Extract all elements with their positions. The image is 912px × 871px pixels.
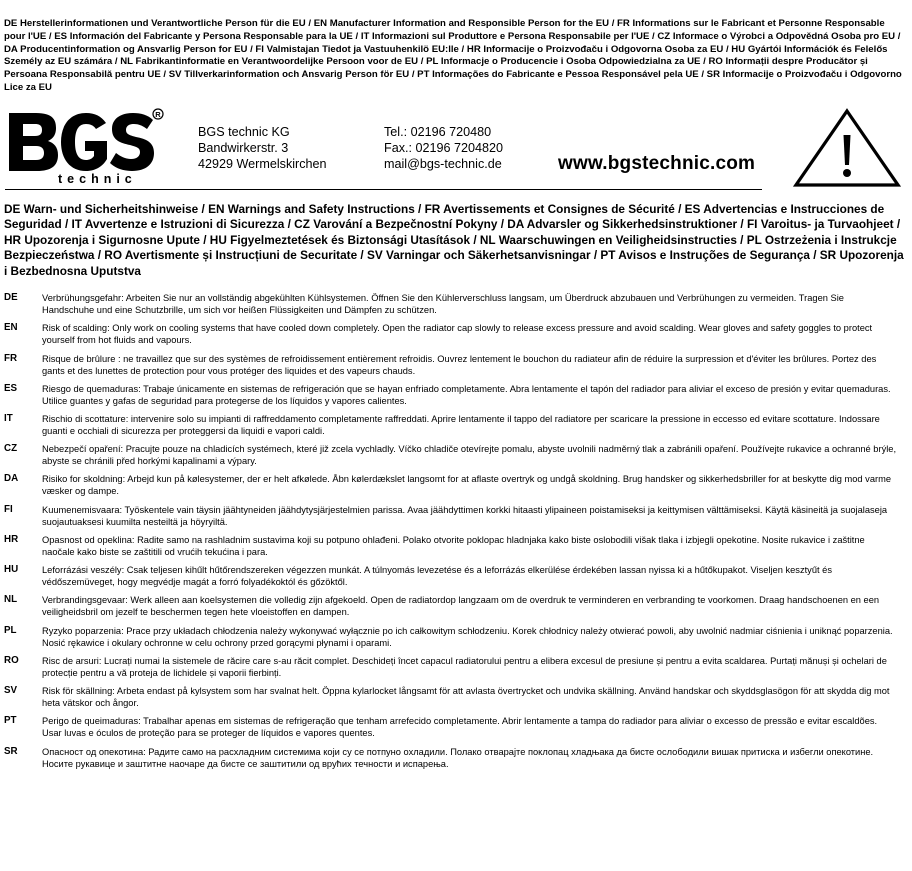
warning-triangle-icon (793, 108, 901, 188)
address-line: 42929 Wermelskirchen (198, 157, 327, 171)
language-code: NL (4, 594, 18, 605)
contact-email: mail@bgs-technic.de (384, 157, 502, 171)
warning-text: Leforrázási veszély: Csak teljesen kihűlt hűtőrendszereken végezzen munkát. A túlnyomás levezetése és a leforrázás elkerülése érdekében lassan nyissa ki a hűtőkupakot. Viseljen kesztyűt és védőszemüveget, hogy megvédje magát a forró folyadékoktól és gőzöktől. (42, 565, 832, 588)
warning-text: Verbrandingsgevaar: Werk alleen aan koelsystemen die volledig zijn afgekoeld. Open de radiatordop langzaam om de overdruk te verminderen en verbranding te voorkomen. Draag handschoenen en een veiligheidsbril om jezelf te beschermen tegen hete vloeistoffen en dampen. (42, 595, 880, 618)
logo-letters (9, 109, 163, 184)
warning-text: Risc de arsuri: Lucrați numai la sistemele de răcire care s-au răcit complet. Deschideți încet capacul radiatorului pentru a elibera excesul de presiune și pentru a evita scaldarea. Purtați mănuși și ochelari de protecție pentru a vă proteja de lichidele și vaporii fierbinți. (42, 656, 887, 679)
language-code: DE (4, 292, 18, 303)
warning-text: Risk of scalding: Only work on cooling systems that have cooled down completely. Open the radiator cap slowly to release excess pressure and avoid scalding. Wear gloves and safety goggles to protect yourself from hot fluids and vapours. (42, 323, 873, 346)
warnings-header: DE Warn- und Sicherheitshinweise / EN Warnings and Safety Instructions / FR Avertissements et Consignes de Sécurité / ES Advertencias e Instrucciones de Seguridad / IT Avvertenze e Istruzioni di Sicurezza / CZ Varování a Bezpečnostní Pokyny / DA Advarsler og Sikkerhedsinstruktioner / FI Varoitus- ja Turvaohjeet / HR Upozorenja i Sigurnosne Upute / HU Figyelmeztetések és Biztonsági Utasítások / NL Waarschuwingen en Veiligheidsinstructies / PL Ostrzeżenia i Instrukcje Bezpieczeństwa / RO Avertismente și Instrucțiuni de Securitate / SV Varningar och Säkerhetsanvisningar / PT Avisos e Instruções de Segurança / SR Upozorenja i Bezbednosna Uputstva (4, 202, 904, 278)
language-code: FI (4, 504, 13, 515)
language-code: EN (4, 322, 18, 333)
warning-text: Risk för skällning: Arbeta endast på kylsystem som har svalnat helt. Öppna kylarlocket långsamt för att avlasta övertrycket och undvika skällning. Använd handskar och skyddsglasögon för att skydda dig mot heta vätskor och ångor. (42, 686, 890, 709)
brand-row (0, 108, 912, 188)
language-code: PT (4, 715, 17, 726)
bgs-technic-logo (6, 108, 164, 184)
warning-text: Riesgo de quemaduras: Trabaje únicamente en sistemas de refrigeración que se hayan enfriado completamente. Abra lentamente el tapón del radiador para aliviar el exceso de presión y evitar quemaduras. Utilice guantes y gafas de seguridad para protegerse de los líquidos y vapores calientes. (42, 384, 891, 407)
language-code: CZ (4, 443, 18, 454)
language-code: IT (4, 413, 13, 424)
language-code: SV (4, 685, 18, 696)
manufacturer-info-header: DE Herstellerinformationen und Verantwortliche Person für die EU / EN Manufacturer Information and Responsible Person for the EU / FR Informations sur le Fabricant et Personne Responsable pour l'UE / ES Información del Fabricante y Persona Responsable para la UE / IT Informazioni sul Produttore e Persona Responsabile per l'UE / CZ Informace o Výrobci a Odpovědná Osoba pro EU / DA Producentinformation og Ansvarlig Person for EU / FI Valmistajan Tiedot ja Vastuuhenkilö EU:lle / HR Informacije o Proizvođaču i Odgovorna Osoba za EU / HU Gyártói Információk és Felelős Személy az EU számára / NL Fabrikantinformatie en Verantwoordelijke Persoon voor de EU / PL Informacje o Producencie i Osoba Odpowiedzialna za UE / RO Informații despre Producător și Persoana Responsabilă pentru UE / SV Tillverkarinformation och Ansvarig Person för EU / PT Informações do Fabricante e Pessoa Responsável pela UE / SR Informacije o Proizvođaču i Odgovorno Lice za EU (4, 18, 902, 93)
svg-text:R: R (155, 110, 161, 119)
language-code: RO (4, 655, 19, 666)
warning-text: Risiko for skoldning: Arbejd kun på kølesystemer, der er helt afkølede. Åbn kølerdækslet langsomt for at aflaste overtryk og undgå skoldning. Brug handsker og sikkerhedsbriller for at beskytte dig mod varme væsker og dampe. (42, 474, 892, 497)
company-address (198, 124, 327, 172)
company-website: www.bgstechnic.com (558, 153, 756, 174)
contact-phone: Tel.: 02196 720480 (384, 125, 492, 139)
company-contact (384, 124, 503, 172)
language-code: HR (4, 534, 19, 545)
contact-fax: Fax.: 02196 7204820 (384, 141, 504, 155)
warning-text: Verbrühungsgefahr: Arbeiten Sie nur an vollständig abgekühlten Kühlsystemen. Öffnen Sie den Kühlerverschluss langsam, um Überdruck abzubauen und Verbrühungen zu vermeiden. Tragen Sie Handschuhe und eine Schutzbrille, um sich vor heißen Flüssigkeiten und Dämpfen zu schützen. (42, 293, 844, 316)
address-line: Bandwirkerstr. 3 (198, 141, 289, 155)
warning-text: Опасност од опекотина: Радите само на расхладним системима који су се потпуно охладили. Полако отварајте поклопац хладњака да бисте ослободили вишак притиска и избегли опекотине. Носите рукавице и заштитне наочаре да бисте се заштитили од врућих течности и испарења. (42, 747, 874, 770)
language-code: SR (4, 746, 18, 757)
language-code: FR (4, 353, 18, 364)
address-line: BGS technic KG (198, 125, 290, 139)
header-divider (5, 189, 762, 190)
language-code: PL (4, 625, 17, 636)
warning-text: Nebezpečí opaření: Pracujte pouze na chladicích systémech, které již zcela vychladly. Víčko chladiče otevírejte pomalu, abyste uvolnili nadměrný tlak a zabránili opaření. Používejte rukavice a ochranné brýle, abyste se chránili před horkými kapalinami a výpary. (42, 444, 897, 467)
warning-text: Rischio di scottature: intervenire solo su impianti di raffreddamento completamente raffreddati. Aprire lentamente il tappo del radiatore per scaricare la pressione in eccesso ed evitare scottature. Indossare guanti e occhiali di sicurezza per proteggersi da liquidi e vapori caldi. (42, 414, 880, 437)
warning-text: Kuumenemisvaara: Työskentele vain täysin jäähtyneiden jäähdytysjärjestelmien parissa. Avaa jäähdyttimen korkki hitaasti ylipaineen poistamiseksi ja keittymisen välttämiseksi. Käytä käsineitä ja suojalaseja suojautuaksesi kuumilta nesteiltä ja höyryiltä. (42, 505, 888, 528)
language-code: ES (4, 383, 18, 394)
language-code: HU (4, 564, 19, 575)
warning-text: Risque de brûlure : ne travaillez que sur des systèmes de refroidissement entièrement refroidis. Ouvrez lentement le bouchon du radiateur afin de réduire la surpression et d'éviter les brûlures. Portez des gants et des lunettes de protection pour vous protéger des liquides et des vapeurs chauds. (42, 354, 877, 377)
warning-text: Opasnost od opeklina: Radite samo na rashladnim sustavima koji su potpuno ohlađeni. Polako otvorite poklopac hladnjaka kako biste oslobodili višak tlaka i izbjegli opekotine. Nosite rukavice i zaštitne naočale kako biste se zaštitili od vrućih tekućina i para. (42, 535, 865, 558)
svg-text:technic: technic (58, 172, 137, 184)
warning-text: Ryzyko poparzenia: Prace przy układach chłodzenia należy wykonywać wyłącznie po ich całkowitym schłodzeniu. Korek chłodnicy należy otwierać powoli, aby uwolnić nadmiar ciśnienia i uniknąć poparzenia. Nosić rękawice i okulary ochronne w celu ochrony przed gorącymi płynami i oparami. (42, 626, 893, 649)
warning-text: Perigo de queimaduras: Trabalhar apenas em sistemas de refrigeração que tenham arrefecido completamente. Abrir lentamente a tampa do radiador para aliviar o excesso de pressão e evitar escaldões. Usar luvas e óculos de proteção para se proteger de líquidos e vapores quentes. (42, 716, 878, 739)
language-code: DA (4, 473, 19, 484)
